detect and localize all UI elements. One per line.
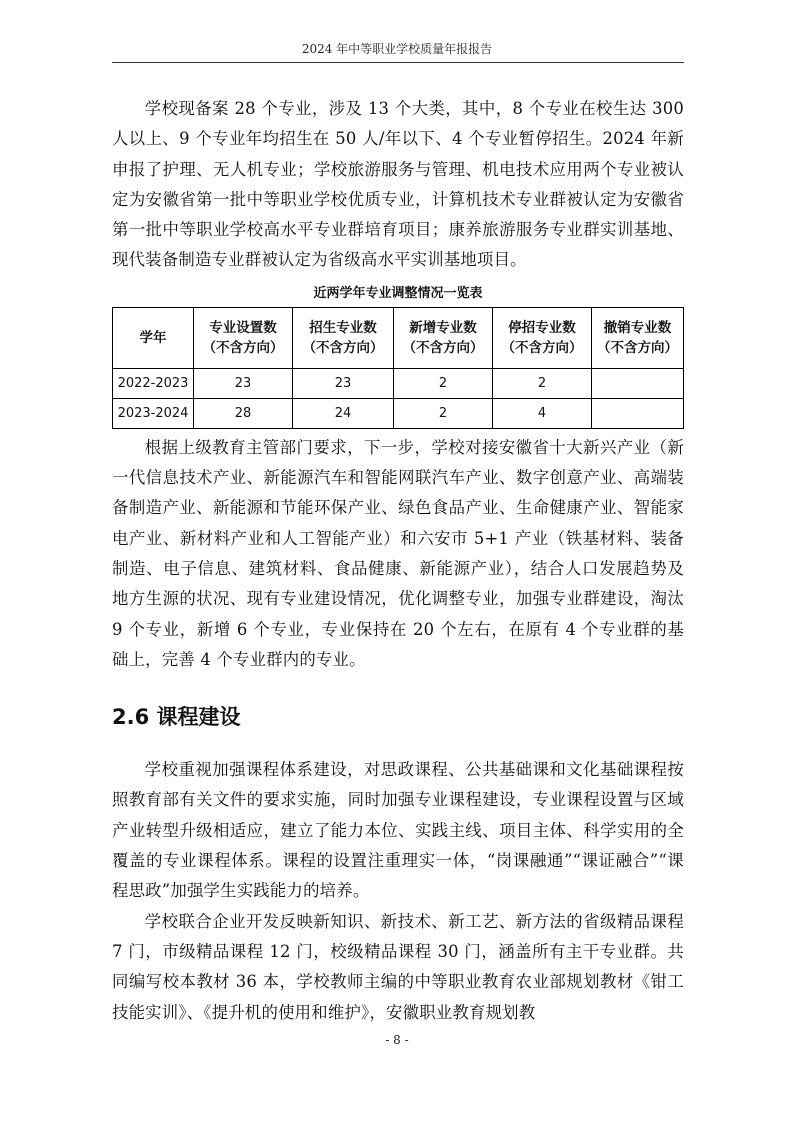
header-sub: （不含方向） [597, 339, 678, 356]
table-cell: 2022-2023 [113, 368, 194, 398]
table-cell [592, 368, 684, 398]
header-cell-year [113, 307, 194, 368]
table-row [113, 368, 684, 398]
header-rule [112, 62, 684, 63]
running-header: 2024 年中等职业学校质量年报报告 [301, 42, 493, 56]
paragraph-plan: 根据上级教育主管部门要求，下一步，学校对接安徽省十大新兴产业（新一代信息技术产业、新能源汽车和智能网联汽车产业、数字创意产业、高端装备制造产业、新能源和节能环保产业、绿色食品产业、生命健康产业、智能家电产业、新材料产业和人工智能产业）和六安市 5+1 产业（铁基材料、装备制造、电子信息、建筑材料、食品健康、新能源产业），结合人口发展趋势及地方生源的状况、现有专业建设情况，优化调整专业，加强专业群建设，淘汰 9 个专业，新增 6 个专业，专业保持在 20 个左右，在原有 4 个专业群的基础上，完善 4 个专业群内的专业。 [112, 437, 684, 669]
table-cell: 2 [394, 368, 493, 398]
header-cell-new [394, 307, 493, 368]
table-cell: 23 [293, 368, 394, 398]
table-cell: 23 [194, 368, 293, 398]
header-cell-enroll [293, 307, 394, 368]
header-cell-stop [493, 307, 592, 368]
table-cell: 28 [194, 398, 293, 428]
header-sub: （不含方向） [402, 339, 484, 356]
header-sub: （不含方向） [501, 339, 583, 356]
header-sub: （不含方向） [302, 339, 384, 356]
header-main: 停招专业数 [508, 319, 576, 336]
page-content [112, 94, 684, 1028]
table-cell: 2 [493, 368, 592, 398]
table-cell: 2023-2024 [113, 398, 194, 428]
header-main: 专业设置数 [209, 319, 277, 336]
table-cell: 24 [293, 398, 394, 428]
header-cell-set [194, 307, 293, 368]
table-cell [592, 398, 684, 428]
header-cell-cancel [592, 307, 684, 368]
header-main: 招生专业数 [309, 319, 377, 336]
paragraph-courses: 学校联合企业开发反映新知识、新技术、新工艺、新方法的省级精品课程 7 门，市级精品课程 12 门，校级精品课程 30 门，涵盖所有主干专业群。共同编写校本教材 36 本，学校教师主编的中等职业教育农业部规划教材《钳工技能实训》、《提升机的使用和维护》，安徽职业教育规划教 [112, 911, 684, 1022]
section-heading: 2.6 课程建设 [112, 705, 241, 730]
table-cell: 4 [493, 398, 592, 428]
header-sub: （不含方向） [202, 339, 284, 356]
header-main: 学年 [139, 329, 167, 346]
table-cell: 2 [394, 398, 493, 428]
table-row [113, 398, 684, 428]
major-adjustment-table [112, 307, 684, 429]
header-main: 撤销专业数 [603, 319, 672, 336]
table-title: 近两学年专业调整情况一览表 [313, 285, 483, 301]
header-main: 新增专业数 [409, 319, 477, 336]
paragraph-curriculum: 学校重视加强课程体系建设，对思政课程、公共基础课和文化基础课程按照教育部有关文件的要求实施，同时加强专业课程建设，专业课程设置与区域产业转型升级相适应，建立了能力本位、实践主线、项目主体、科学实用的全覆盖的专业课程体系。课程的设置注重理实一体，“岗课融通”“课证融合”“课程思政”加强学生实践能力的培养。 [112, 760, 684, 901]
page-number: - 8 - [385, 1033, 409, 1047]
paragraph-majors: 学校现备案 28 个专业，涉及 13 个大类，其中，8 个专业在校生达 300 人以上、9 个专业年均招生在 50 人/年以下、4 个专业暂停招生。2024 年新申报了护理、无人机专业；学校旅游服务与管理、机电技术应用两个专业被认定为安徽省第一批中等职业学校优质专业，计算机技术专业群被认定为安徽省第一批中等职业学校高水平专业群培育项目；康养旅游服务专业群实训基地、现代装备制造专业群被认定为省级高水平实训基地项目。 [112, 99, 684, 270]
table-header-row [113, 307, 684, 368]
